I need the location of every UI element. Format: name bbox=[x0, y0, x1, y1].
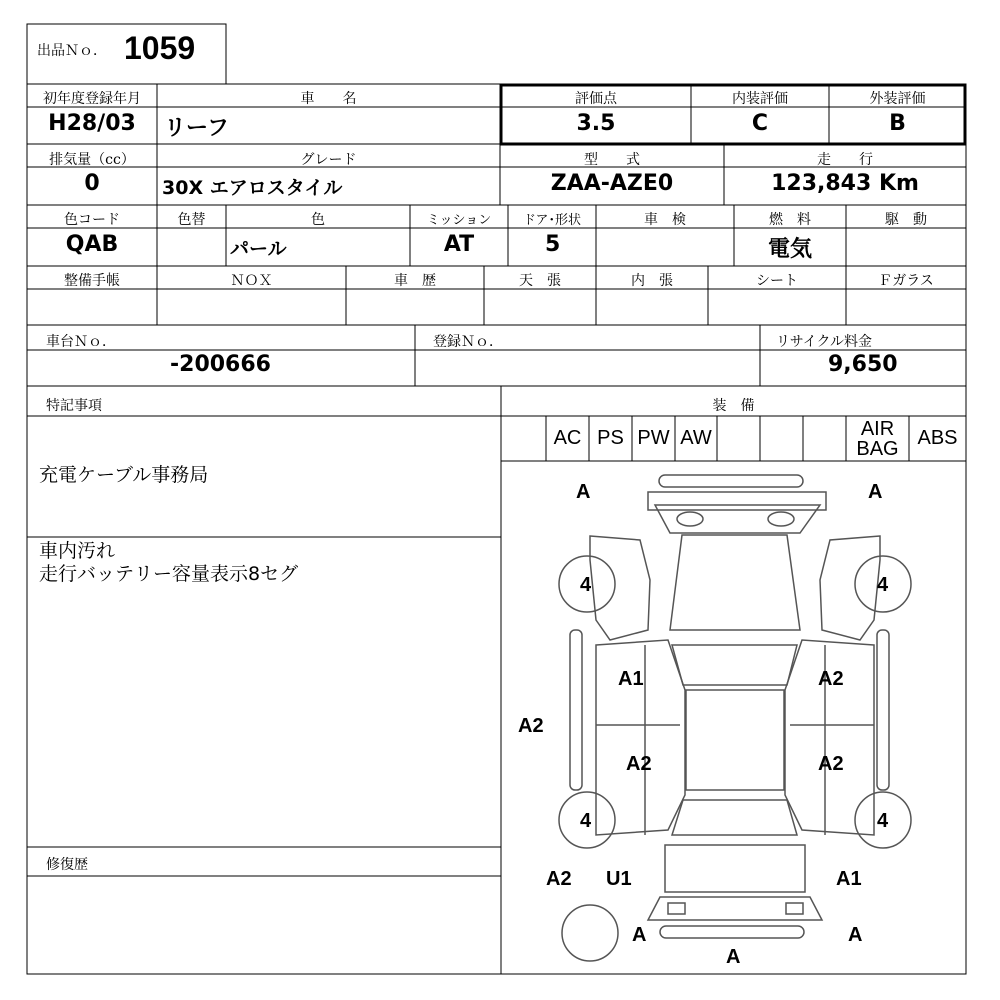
damage-bumper-left: A bbox=[632, 924, 647, 946]
equipment-ps: PS bbox=[597, 427, 624, 449]
spare-tire-outline bbox=[562, 905, 618, 961]
equipment-ac: AC bbox=[553, 427, 582, 449]
trunk-outline bbox=[665, 845, 805, 892]
roof-label: 天 張 bbox=[519, 273, 561, 289]
left-fender-outline bbox=[590, 536, 650, 640]
damage-tire-rear-right: 4 bbox=[877, 810, 889, 832]
model-value: ZAA-AZE0 bbox=[550, 171, 674, 196]
damage-tire-front-right: 4 bbox=[877, 574, 889, 596]
score-label: 評価点 bbox=[575, 91, 617, 107]
damage-front-right: A bbox=[868, 481, 883, 503]
windshield-outline bbox=[672, 645, 797, 685]
registration-label: 登録Ｎｏ． bbox=[433, 334, 503, 350]
mileage-value: 123,843 Km bbox=[771, 171, 919, 196]
damage-rear-right: A1 bbox=[836, 868, 862, 890]
damage-bumper-center: A bbox=[726, 946, 741, 968]
recycle-value: 9,650 bbox=[828, 352, 898, 377]
grade-label: グレード bbox=[300, 152, 357, 168]
lot-number: 1059 bbox=[124, 30, 196, 66]
interior-value: C bbox=[751, 111, 769, 136]
chassis-label: 車台Ｎｏ． bbox=[46, 334, 116, 350]
history-label: 車 歴 bbox=[394, 273, 436, 289]
front-bumper-outline bbox=[659, 475, 803, 487]
first-reg-label: 初年度登録年月 bbox=[43, 91, 141, 107]
lining-label: 内 張 bbox=[631, 273, 673, 289]
displacement-label: 排気量（cc） bbox=[49, 152, 135, 168]
color-change-label: 色替 bbox=[177, 212, 206, 228]
door-value: 5 bbox=[545, 232, 561, 257]
transmission-value: AT bbox=[443, 232, 475, 257]
damage-rear-u1: U1 bbox=[606, 868, 632, 890]
glass-label: Ｆガラス bbox=[878, 273, 934, 289]
damage-right-front-door: A2 bbox=[818, 668, 844, 690]
note-line-2: 車内汚れ bbox=[39, 540, 116, 562]
recycle-label: リサイクル料金 bbox=[776, 334, 873, 350]
repair-history-label: 修復歴 bbox=[46, 857, 88, 873]
equipment-label: 装 備 bbox=[712, 398, 755, 414]
note-line-1: 充電ケーブル事務局 bbox=[39, 464, 209, 486]
equipment-abs: ABS bbox=[917, 427, 958, 449]
damage-bumper-right: A bbox=[848, 924, 863, 946]
equipment-airbag-line1: AIR bbox=[860, 418, 895, 440]
door-label: ドア･形状 bbox=[522, 213, 582, 228]
nox-label: ＮＯＸ bbox=[230, 273, 273, 289]
car-name-value: リーフ bbox=[164, 116, 229, 141]
lot-label: 出品Ｎｏ． bbox=[37, 43, 107, 59]
interior-label: 内装評価 bbox=[732, 91, 788, 107]
damage-rear-left: A2 bbox=[546, 868, 572, 890]
equipment-airbag-line2: BAG bbox=[856, 438, 899, 460]
first-reg-value: H28/03 bbox=[48, 111, 136, 136]
hood-outline bbox=[670, 535, 800, 630]
damage-right-rear-door: A2 bbox=[818, 753, 844, 775]
color-code-label: 色コード bbox=[64, 212, 120, 228]
drive-label: 駆 動 bbox=[885, 212, 927, 228]
right-fender-outline bbox=[820, 536, 880, 640]
fuel-value: 電気 bbox=[768, 237, 813, 262]
grade-value: 30X エアロスタイル bbox=[162, 177, 343, 199]
exterior-value: B bbox=[889, 111, 906, 136]
transmission-label: ミッション bbox=[426, 213, 492, 228]
hood-front-outline bbox=[655, 505, 820, 533]
damage-tire-rear-left: 4 bbox=[580, 810, 592, 832]
inspection-label: 車 検 bbox=[644, 212, 686, 228]
rear-bumper-outline bbox=[648, 897, 822, 920]
notes-label: 特記事項 bbox=[46, 398, 102, 414]
note-line-3: 走行バッテリー容量表示8セグ bbox=[39, 563, 299, 585]
damage-left-rear-door: A2 bbox=[626, 753, 652, 775]
fuel-label: 燃 料 bbox=[769, 212, 811, 228]
color-code-value: QAB bbox=[65, 232, 119, 257]
damage-left-front-door: A1 bbox=[618, 668, 644, 690]
front-grille-outline bbox=[648, 492, 826, 510]
roof-outline bbox=[686, 690, 784, 790]
seat-label: シート bbox=[756, 273, 798, 289]
displacement-value: 0 bbox=[84, 171, 100, 196]
model-label: 型 式 bbox=[584, 152, 640, 168]
equipment-pw: PW bbox=[637, 427, 670, 449]
mileage-label: 走 行 bbox=[817, 152, 873, 168]
damage-tire-front-left: 4 bbox=[580, 574, 592, 596]
rear-glass-outline bbox=[672, 800, 797, 835]
color-value: パール bbox=[230, 238, 287, 260]
maintenance-label: 整備手帳 bbox=[64, 273, 120, 289]
damage-left-side: A2 bbox=[518, 715, 544, 737]
equipment-aw: AW bbox=[680, 427, 712, 449]
exterior-label: 外装評価 bbox=[869, 91, 926, 107]
color-label: 色 bbox=[311, 212, 325, 228]
damage-front-left: A bbox=[576, 481, 591, 503]
chassis-value: -200666 bbox=[170, 352, 271, 377]
car-name-label: 車 名 bbox=[300, 91, 357, 107]
score-value: 3.5 bbox=[576, 111, 616, 136]
